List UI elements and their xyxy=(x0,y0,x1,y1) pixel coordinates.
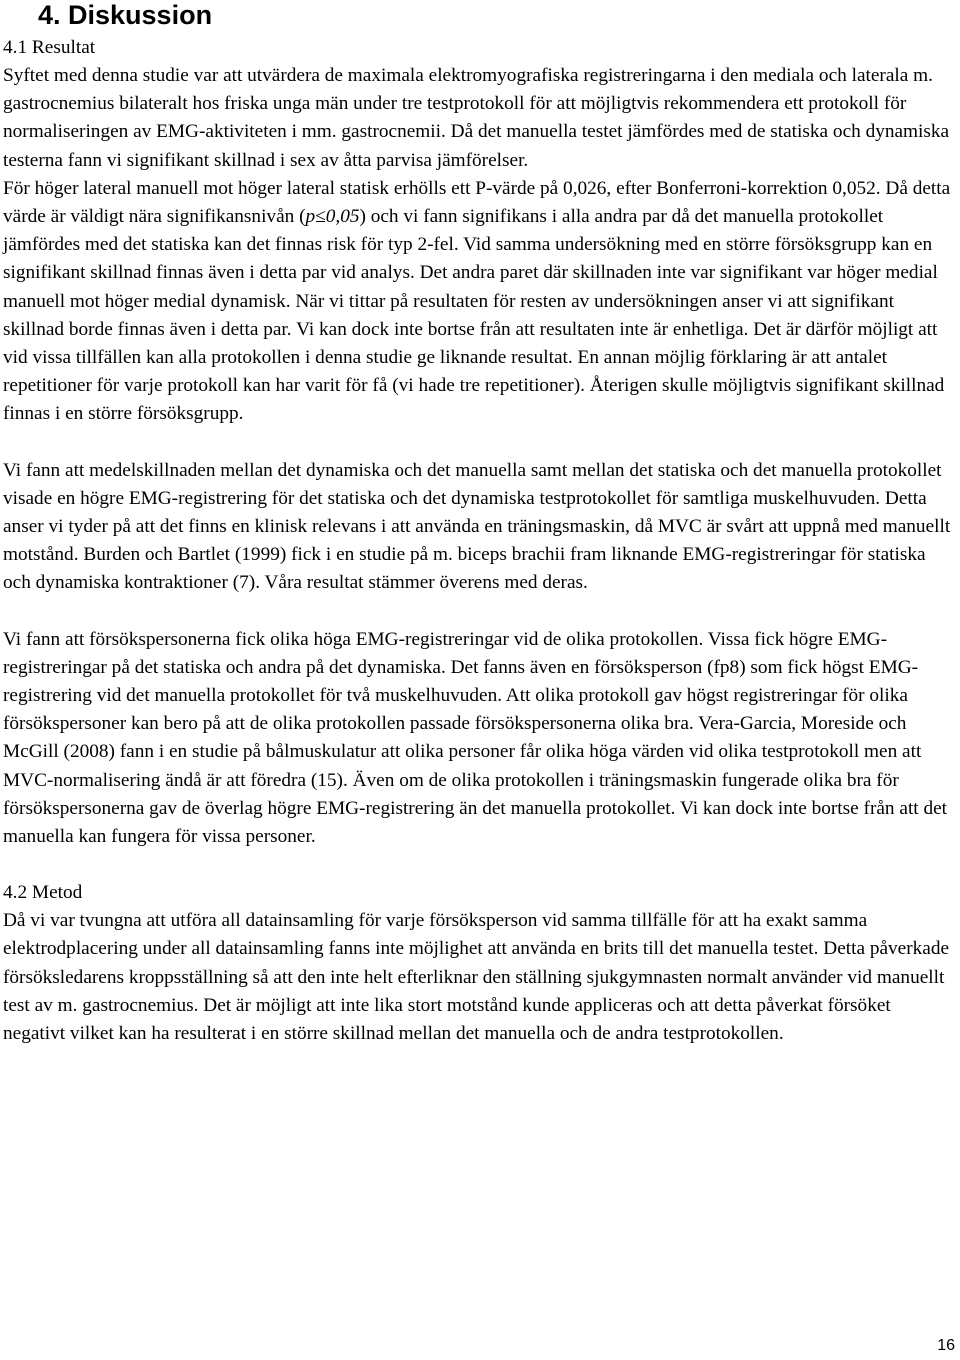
section-method xyxy=(3,879,955,1048)
paragraph-results-mean-difference: Vi fann att medelskillnaden mellan det dynamiska och det manuella samt mellan det statiska och det manuella protokollet visade en högre EMG-registrering för det statiska och det dynamiska testprotokollet för samtliga muskelhuvuden. Detta anser vi tyder på att det finns en klinisk relevans i att använda en träningsmaskin, då MVC är svårt att uppnå med manuellt motstånd. Burden och Bartlet (1999) fick i en studie på m. biceps brachii fram liknande EMG-registreringar för statiska och dynamiska kontraktioner (7). Våra resultat stämmer överens med deras. xyxy=(3,459,951,594)
chapter-title: 4. Diskussion xyxy=(38,0,213,30)
section-heading-method: 4.2 Metod xyxy=(3,882,83,904)
significance-level: p≤0,05 xyxy=(305,206,360,228)
section-heading-results: 4.1 Resultat xyxy=(3,37,96,58)
paragraph-gap xyxy=(3,598,955,626)
paragraph-method: Då vi var tvungna att utföra all datainsamling för varje försöksperson vid samma tillfälle för att ha exakt samma elektrodplacering under all datainsamling fanns inte möjlighet att använda en brits till det manuella testet. Detta påverkade försöksledarens kroppsställning så att den inte helt efterliknar den ställning sjukgymnasten normalt använder vid manuellt test av m. gastrocnemius. Det är möjligt att inte lika stort motstånd kunde appliceras och att detta påverkat försöket negativt vilket kan ha resulterat i en större skillnad mellan det manuella och de andra testprotokollen. xyxy=(3,910,950,1045)
paragraph-results-pvalue xyxy=(3,175,955,429)
pvalue-text-before: För höger lateral manuell mot höger lateral statisk erhölls ett P-värde på 0,026, efter Bonferroni-korrektion 0,052. Då detta värde är väldigt nära signifikansnivån ( xyxy=(3,177,951,228)
paragraph-gap xyxy=(3,851,955,879)
paragraph-gap xyxy=(3,429,955,457)
pvalue-text-after: ) och vi fann signifikans i alla andra par då det manuella protokollet jämfördes med det statiska kan det finnas risk för typ 2-fel. Vid samma undersökning med en större försöksgrupp kan en signifikant skillnad finnas även i detta par vid analys. Det andra paret där skillnaden inte var signifikant var höger medial manuell mot höger medial dynamisk. När vi tittar på resultaten för resten av undersökningen anser vi att signifikant skillnad borde finnas även i detta par. Vi kan dock inte bortse från att resultaten inte är enhetliga. Det är därför möjligt att vid vissa tillfällen kan alla protokollen i denna studie ge liknande resultat. En annan möjlig förklaring är att antalet repetitioner för varje protokoll kan har varit för få (vi hade tre repetitioner). Återigen skulle möjligtvis signifikant skillnad finnas i en större försöksgrupp. xyxy=(3,206,945,425)
page-number: 16 xyxy=(937,1337,955,1354)
section-results xyxy=(3,34,955,879)
paragraph-results-individual: Vi fann att försökspersonerna fick olika höga EMG-registreringar vid de olika protokollen. Vissa fick högre EMG-registreringar på det statiska och andra på det dynamiska. Det fanns även en försöksperson (fp8) som fick högst EMG-registrering vid det manuella protokollet för två muskelhuvuden. Att olika protokoll gav högst registreringar för olika försökspersoner kan bero på att de olika protokollen passade försökspersonerna olika bra. Vera-Garcia, Moreside och McGill (2008) fann i en studie på bålmuskulatur att olika personer får olika höga värden vid olika testprotokoll men att MVC-normalisering ändå är att föredra (15). Även om de olika protokollen i träningsmaskin fungerade olika bra för försökspersonerna gav de överlag högre EMG-registrering än det manuella protokollet. Vi kan dock inte bortse från att det manuella kan fungera för vissa personer. xyxy=(3,628,948,848)
document-page xyxy=(3,0,955,1048)
paragraph-results-aim: Syftet med denna studie var att utvärdera de maximala elektromyografiska registreringarna i den mediala och laterala m. gastrocnemius bilateralt hos friska unga män under tre testprotokoll för att möjligtvis rekommendera ett protokoll för normaliseringen av EMG-aktiviteten i mm. gastrocnemii. Då det manuella testet jämfördes med de statiska och dynamiska testerna fann vi signifikant skillnad i sex av åtta parvisa jämförelser. xyxy=(3,65,950,171)
